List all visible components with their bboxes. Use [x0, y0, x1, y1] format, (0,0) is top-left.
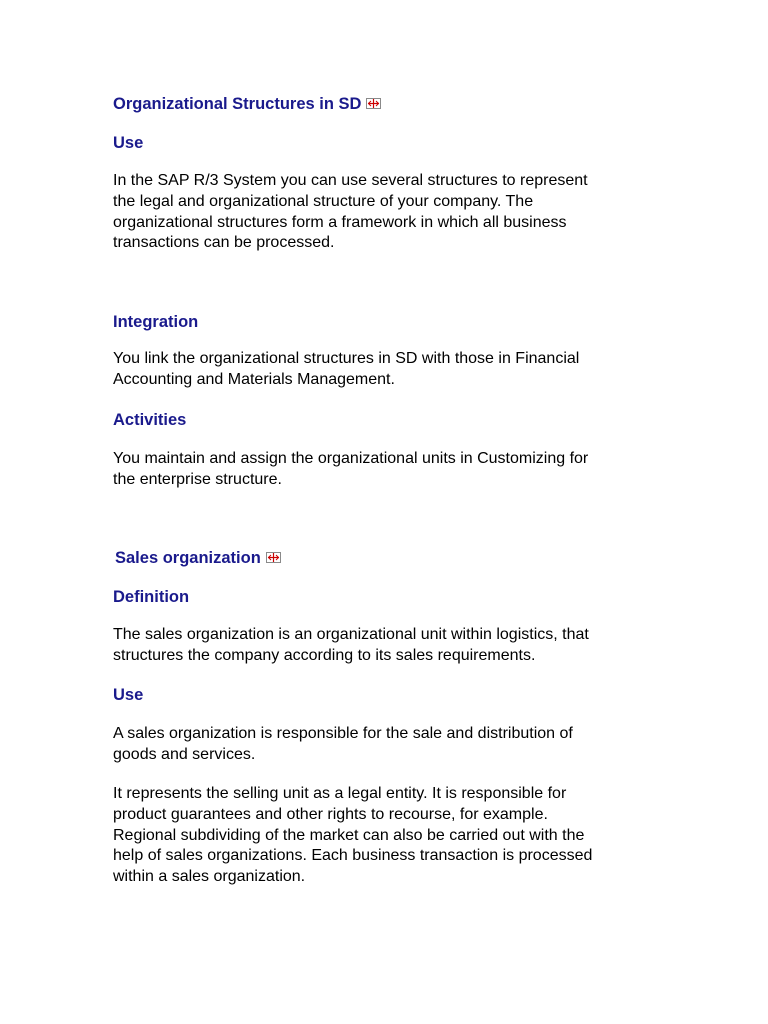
paragraph-line: transactions can be processed. — [113, 234, 335, 252]
paragraph-line: organizational structures form a framework in which all business — [113, 213, 567, 231]
paragraph-integration — [113, 349, 658, 391]
section-title-text: Sales organization — [115, 549, 261, 567]
paragraph-line: help of sales organizations. Each business transaction is processed — [113, 847, 593, 865]
section-title-text: Organizational Structures in SD — [113, 95, 362, 113]
paragraph-use-responsibility — [113, 724, 658, 766]
paragraph-line: It represents the selling unit as a legal entity. It is responsible for — [113, 785, 567, 802]
paragraph-line: The sales organization is an organizational unit within logistics, that — [113, 626, 589, 643]
paragraph-line: the enterprise structure. — [113, 470, 282, 488]
paragraph-line: the legal and organizational structure of your company. The — [113, 192, 534, 210]
paragraph-line: goods and services. — [113, 745, 256, 763]
subheading-definition: Definition — [113, 588, 190, 606]
subheading-activities: Activities — [113, 411, 187, 429]
paragraph-line: structures the company according to its sales requirements. — [113, 646, 536, 664]
subheading-integration: Integration — [113, 313, 199, 331]
subheading-use: Use — [113, 686, 144, 704]
paragraph-line: Accounting and Materials Management. — [113, 370, 395, 388]
section-title-sales-organization — [115, 548, 660, 568]
paragraph-line: In the SAP R/3 System you can use several structures to represent — [113, 172, 588, 189]
paragraph-line: A sales organization is responsible for the sale and distribution of — [113, 725, 573, 742]
expand-marker-icon[interactable] — [366, 98, 381, 109]
paragraph-line: product guarantees and other rights to recourse, for example. — [113, 805, 548, 823]
paragraph-line: You link the organizational structures in SD with those in Financial — [113, 350, 580, 367]
paragraph-line: You maintain and assign the organizational units in Customizing for — [113, 450, 589, 467]
expand-marker-icon[interactable] — [266, 552, 281, 563]
paragraph-definition — [113, 625, 658, 667]
paragraph-use-legal-entity — [113, 784, 658, 888]
paragraph-line: Regional subdividing of the market can also be carried out with the — [113, 826, 585, 844]
subheading-use: Use — [113, 134, 144, 152]
paragraph-use — [113, 171, 658, 254]
section-title-org-structures — [113, 94, 658, 114]
paragraph-line: within a sales organization. — [113, 868, 306, 886]
paragraph-activities — [113, 449, 658, 491]
